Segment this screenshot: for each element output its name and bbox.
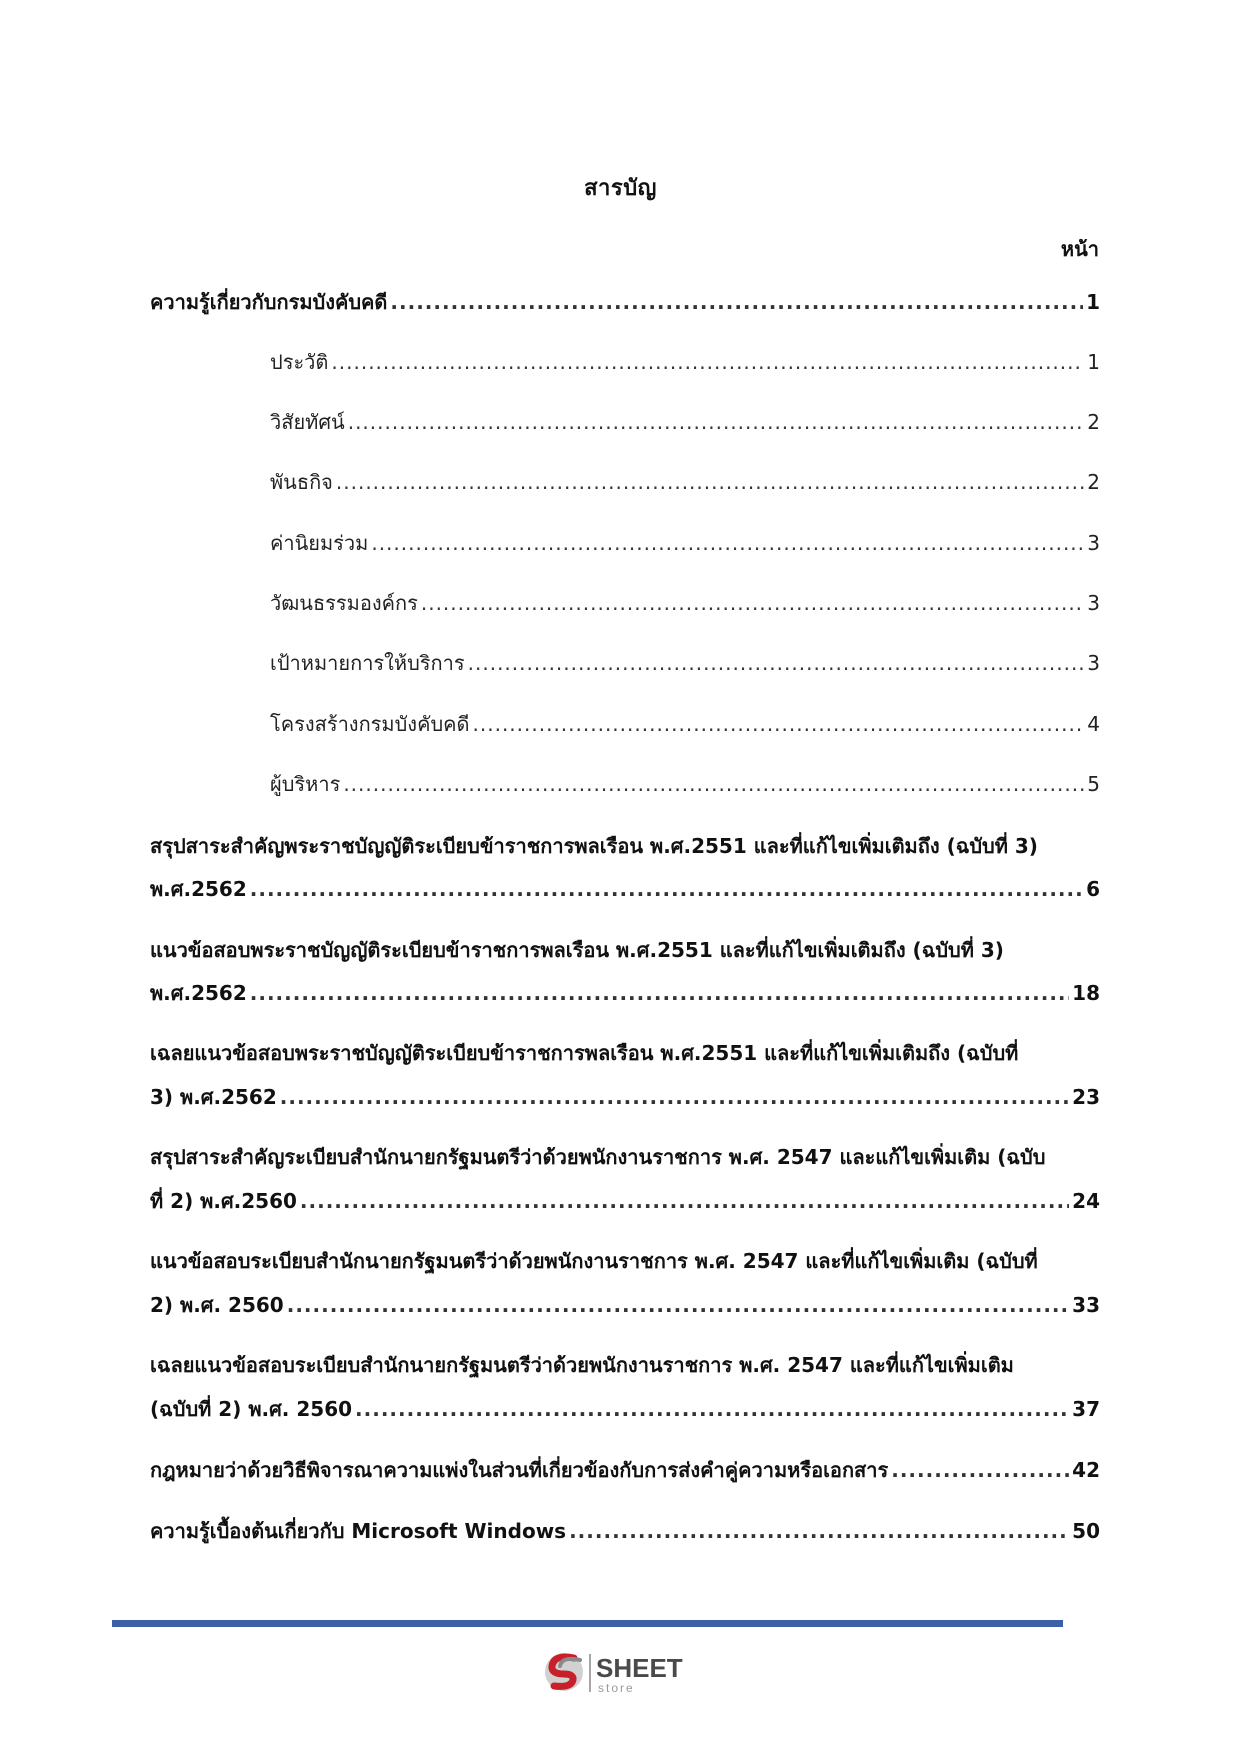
toc-entry-text: กฎหมายว่าด้วยวิธีพิจารณาความแพ่งในส่วนที่เกี่ยวข้องกับการส่งคำคู่ความหรือเอกสาร — [150, 1458, 889, 1482]
toc-entry-text: พันธกิจ — [270, 470, 333, 494]
toc-entry-text: พ.ศ.2562 — [150, 981, 247, 1005]
toc-entry-line1: สรุปสาระสำคัญพระราชบัญญัติระเบียบข้าราชการพลเรือน พ.ศ.2551 และที่แก้ไขเพิ่มเติมถึง (ฉบับที่ 3) — [150, 834, 1038, 858]
toc-entry-text: วิสัยทัศน์ — [270, 410, 345, 434]
sheet-store-logo — [540, 1646, 710, 1698]
toc-entry-section[interactable] — [150, 1519, 1100, 1543]
toc-entry-sub[interactable] — [270, 470, 1100, 494]
dot-leader — [421, 591, 1084, 615]
toc-entry-section[interactable] — [150, 1189, 1100, 1213]
toc-entry-section[interactable] — [150, 877, 1100, 901]
toc-page-number: 4 — [1087, 712, 1100, 736]
toc-page-number: 18 — [1072, 981, 1100, 1005]
toc-entry-text: 3) พ.ศ.2562 — [150, 1085, 277, 1109]
toc-entry-sub[interactable] — [270, 712, 1100, 736]
toc-page-number: 24 — [1072, 1189, 1100, 1213]
toc-entry-text: ที่ 2) พ.ศ.2560 — [150, 1189, 297, 1213]
footer-rule — [112, 1620, 1063, 1627]
toc-page-number: 42 — [1072, 1458, 1100, 1482]
toc-page-number: 50 — [1072, 1519, 1100, 1543]
toc-page-number: 1 — [1087, 350, 1100, 374]
dot-leader — [343, 772, 1084, 796]
toc-entry-sub[interactable] — [270, 350, 1100, 374]
toc-entry-text: พ.ศ.2562 — [150, 877, 247, 901]
toc-entry-sub[interactable] — [270, 591, 1100, 615]
toc-entry-text: 2) พ.ศ. 2560 — [150, 1293, 284, 1317]
dot-leader — [331, 350, 1084, 374]
dot-leader — [569, 1519, 1069, 1543]
dot-leader — [355, 1397, 1069, 1421]
toc-entry-text: วัฒนธรรมองค์กร — [270, 591, 418, 615]
toc-entry-text: โครงสร้างกรมบังคับคดี — [270, 712, 470, 736]
dot-leader — [300, 1189, 1069, 1213]
toc-page-number: 2 — [1087, 470, 1100, 494]
toc-page-number: 6 — [1086, 877, 1100, 901]
toc-page-number: 5 — [1087, 772, 1100, 796]
toc-entry-section[interactable] — [150, 981, 1100, 1005]
toc-entry-text: ความรู้เบื้องต้นเกี่ยวกับ Microsoft Windows — [150, 1519, 567, 1543]
toc-entry-section[interactable] — [150, 290, 1100, 314]
toc-entry-text: เป้าหมายการให้บริการ — [270, 651, 465, 675]
toc-entry-section[interactable] — [150, 1397, 1100, 1421]
toc-entry-line1: สรุปสาระสำคัญระเบียบสำนักนายกรัฐมนตรีว่าด้วยพนักงานราชการ พ.ศ. 2547 และแก้ไขเพิ่มเติม (ฉบับ — [150, 1145, 1046, 1169]
toc-page-number: 37 — [1072, 1397, 1100, 1421]
dot-leader — [371, 531, 1084, 555]
dot-leader — [891, 1458, 1069, 1482]
toc-page-number: 3 — [1087, 651, 1100, 675]
toc-page-number: 23 — [1072, 1085, 1100, 1109]
toc-entry-line1: เฉลยแนวข้อสอบระเบียบสำนักนายกรัฐมนตรีว่าด้วยพนักงานราชการ พ.ศ. 2547 และที่แก้ไขเพิ่มเติม — [150, 1353, 1014, 1377]
toc-page-number: 3 — [1087, 591, 1100, 615]
toc-entry-text: ความรู้เกี่ยวกับกรมบังคับคดี — [150, 290, 388, 314]
dot-leader — [250, 877, 1083, 901]
toc-entry-line1: แนวข้อสอบระเบียบสำนักนายกรัฐมนตรีว่าด้วยพนักงานราชการ พ.ศ. 2547 และที่แก้ไขเพิ่มเติม (ฉบับที่ — [150, 1249, 1038, 1273]
dot-leader — [390, 290, 1083, 314]
page-title: สารบัญ — [584, 176, 657, 201]
toc-entry-line1: แนวข้อสอบพระราชบัญญัติระเบียบข้าราชการพลเรือน พ.ศ.2551 และที่แก้ไขเพิ่มเติมถึง (ฉบับที่ 3) — [150, 938, 1004, 962]
dot-leader — [336, 470, 1084, 494]
toc-entry-line1: เฉลยแนวข้อสอบพระราชบัญญัติระเบียบข้าราชการพลเรือน พ.ศ.2551 และที่แก้ไขเพิ่มเติมถึง (ฉบับที่ — [150, 1041, 1019, 1065]
toc-entry-sub[interactable] — [270, 531, 1100, 555]
toc-entry-text: ประวัติ — [270, 350, 329, 374]
dot-leader — [250, 981, 1069, 1005]
dot-leader — [468, 651, 1085, 675]
dot-leader — [348, 410, 1085, 434]
page-column-label: หน้า — [1060, 237, 1099, 261]
toc-entry-text: (ฉบับที่ 2) พ.ศ. 2560 — [150, 1397, 353, 1421]
toc-entry-sub[interactable] — [270, 651, 1100, 675]
toc-page-number: 2 — [1087, 410, 1100, 434]
toc-entry-text: ค่านิยมร่วม — [270, 531, 369, 555]
logo-mark — [540, 1646, 710, 1698]
dot-leader — [287, 1293, 1069, 1317]
toc-entry-sub[interactable] — [270, 410, 1100, 434]
toc-page-number: 33 — [1072, 1293, 1100, 1317]
toc-entry-section[interactable] — [150, 1085, 1100, 1109]
toc-entry-text: ผู้บริหาร — [270, 772, 341, 796]
toc-entry-section[interactable] — [150, 1293, 1100, 1317]
dot-leader — [280, 1085, 1069, 1109]
logo-text: SHEET — [596, 1653, 683, 1683]
logo-subtext: store — [598, 1681, 635, 1695]
toc-entry-sub[interactable] — [270, 772, 1100, 796]
toc-page-number: 1 — [1086, 290, 1100, 314]
toc-page-number: 3 — [1087, 531, 1100, 555]
dot-leader — [473, 712, 1085, 736]
toc-entry-section[interactable] — [150, 1458, 1100, 1482]
